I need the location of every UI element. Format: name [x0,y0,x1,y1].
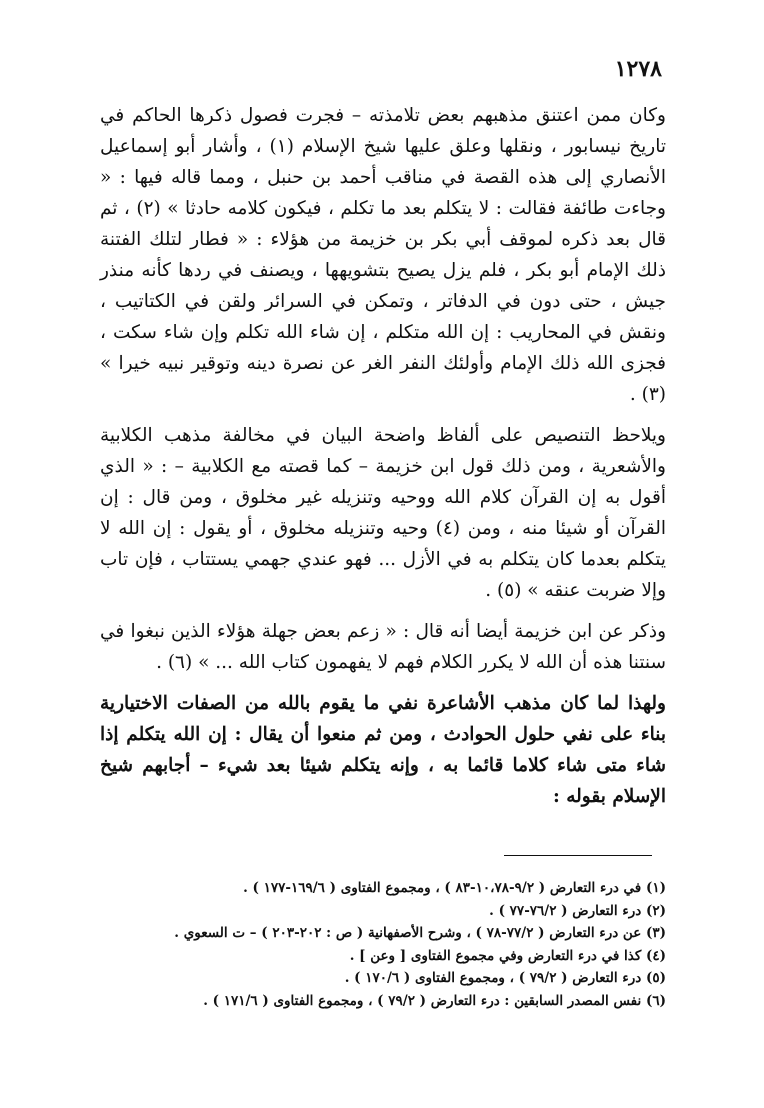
footnote-1: (١) في درء التعارض ( ٩/٢-١٠،٧٨-٨٣ ) ، ومجموع الفتاوى ( ١٦٩/٦-١٧٧ ) . [243,880,666,896]
footnote-5: (٥) درء التعارض ( ٧٩/٢ ) ، ومجموع الفتاوى ( ١٧٠/٦ ) . [344,970,666,986]
footnote-3: (٣) عن درء التعارض ( ٧٧/٢-٧٨ ) ، وشرح الأصفهانية ( ص : ٢٠٢-٢٠٣ ) – ت السعوي . [174,925,666,941]
page-number: ١٢٧٨ [614,56,662,82]
footnotes [100,877,666,1012]
paragraph-1: وكان ممن اعتنق مذهبهم بعض تلامذته – فجرت فصول ذكرها الحاكم في تاريخ نيسابور ، ونقلها وعلق عليها شيخ الإسلام (١) ، وأشار أبو إسماعيل الأنصاري إلى هذه القصة في مناقب أحمد بن حنبل ، ومما قاله فيها : « وجاءت طائفة فقالت : لا يتكلم بعد ما تكلم ، فيكون كلامه حادثا » (٢) ، ثم قال بعد ذكره لموقف أبي بكر بن خزيمة من هؤلاء : « فطار لتلك الفتنة ذلك الإمام أبو بكر ، فلم يزل يصيح بتشويهها ، ويصنف في ردها كأنه منذر جيش ، حتى دون في الدفاتر ، وتمكن في السرائر ولقن في الكتاتيب ، ونقش في المحاريب : إن الله متكلم ، إن شاء الله تكلم وإن شاء سكت ، فجزى الله ذلك الإمام وأولئك النفر الغر عن نصرة دينه وتوقير نبيه خيرا » (٣) . [100,105,666,405]
paragraph-2: ويلاحظ التنصيص على ألفاظ واضحة البيان في مخالفة مذهب الكلابية والأشعرية ، ومن ذلك قول ابن خزيمة – كما قصته مع الكلابية – : « الذي أقول به إن القرآن كلام الله ووحيه وتنزيله غير مخلوق ، ومن قال : إن القرآن أو شيئا منه ، ومن (٤) وحيه وتنزيله مخلوق ، أو يقول : إن الله لا يتكلم بعدما كان يتكلم به في الأزل ... فهو عندي جهمي يستتاب ، فإن تاب وإلا ضربت عنقه » (٥) . [100,425,666,601]
main-text [100,100,666,812]
footnote-separator [504,855,652,856]
paragraph-3: وذكر عن ابن خزيمة أيضا أنه قال : « زعم بعض جهلة هؤلاء الذين نبغوا في سنتنا هذه أن الله لا يكرر الكلام فهم لا يفهمون كتاب الله ... » (٦) . [100,621,666,673]
paragraph-4: ولهذا لما كان مذهب الأشاعرة نفي ما يقوم بالله من الصفات الاختيارية بناء على نفي حلول الحوادث ، ومن ثم منعوا أن يقال : إن الله يتكلم إذا شاء متى شاء كلاما قائما به ، وإنه يتكلم شيئا بعد شيء – أجابهم شيخ الإسلام بقوله : [100,693,666,807]
footnote-4: (٤) كذا في درء التعارض وفي مجموع الفتاوى [ وعن ] . [349,947,666,964]
footnote-6: (٦) نفس المصدر السابقين : درء التعارض ( ٧٩/٢ ) ، ومجموع الفتاوى ( ١٧١/٦ ) . [203,992,666,1009]
footnote-2: (٢) درء التعارض ( ٧٦/٢-٧٧ ) . [489,902,666,919]
